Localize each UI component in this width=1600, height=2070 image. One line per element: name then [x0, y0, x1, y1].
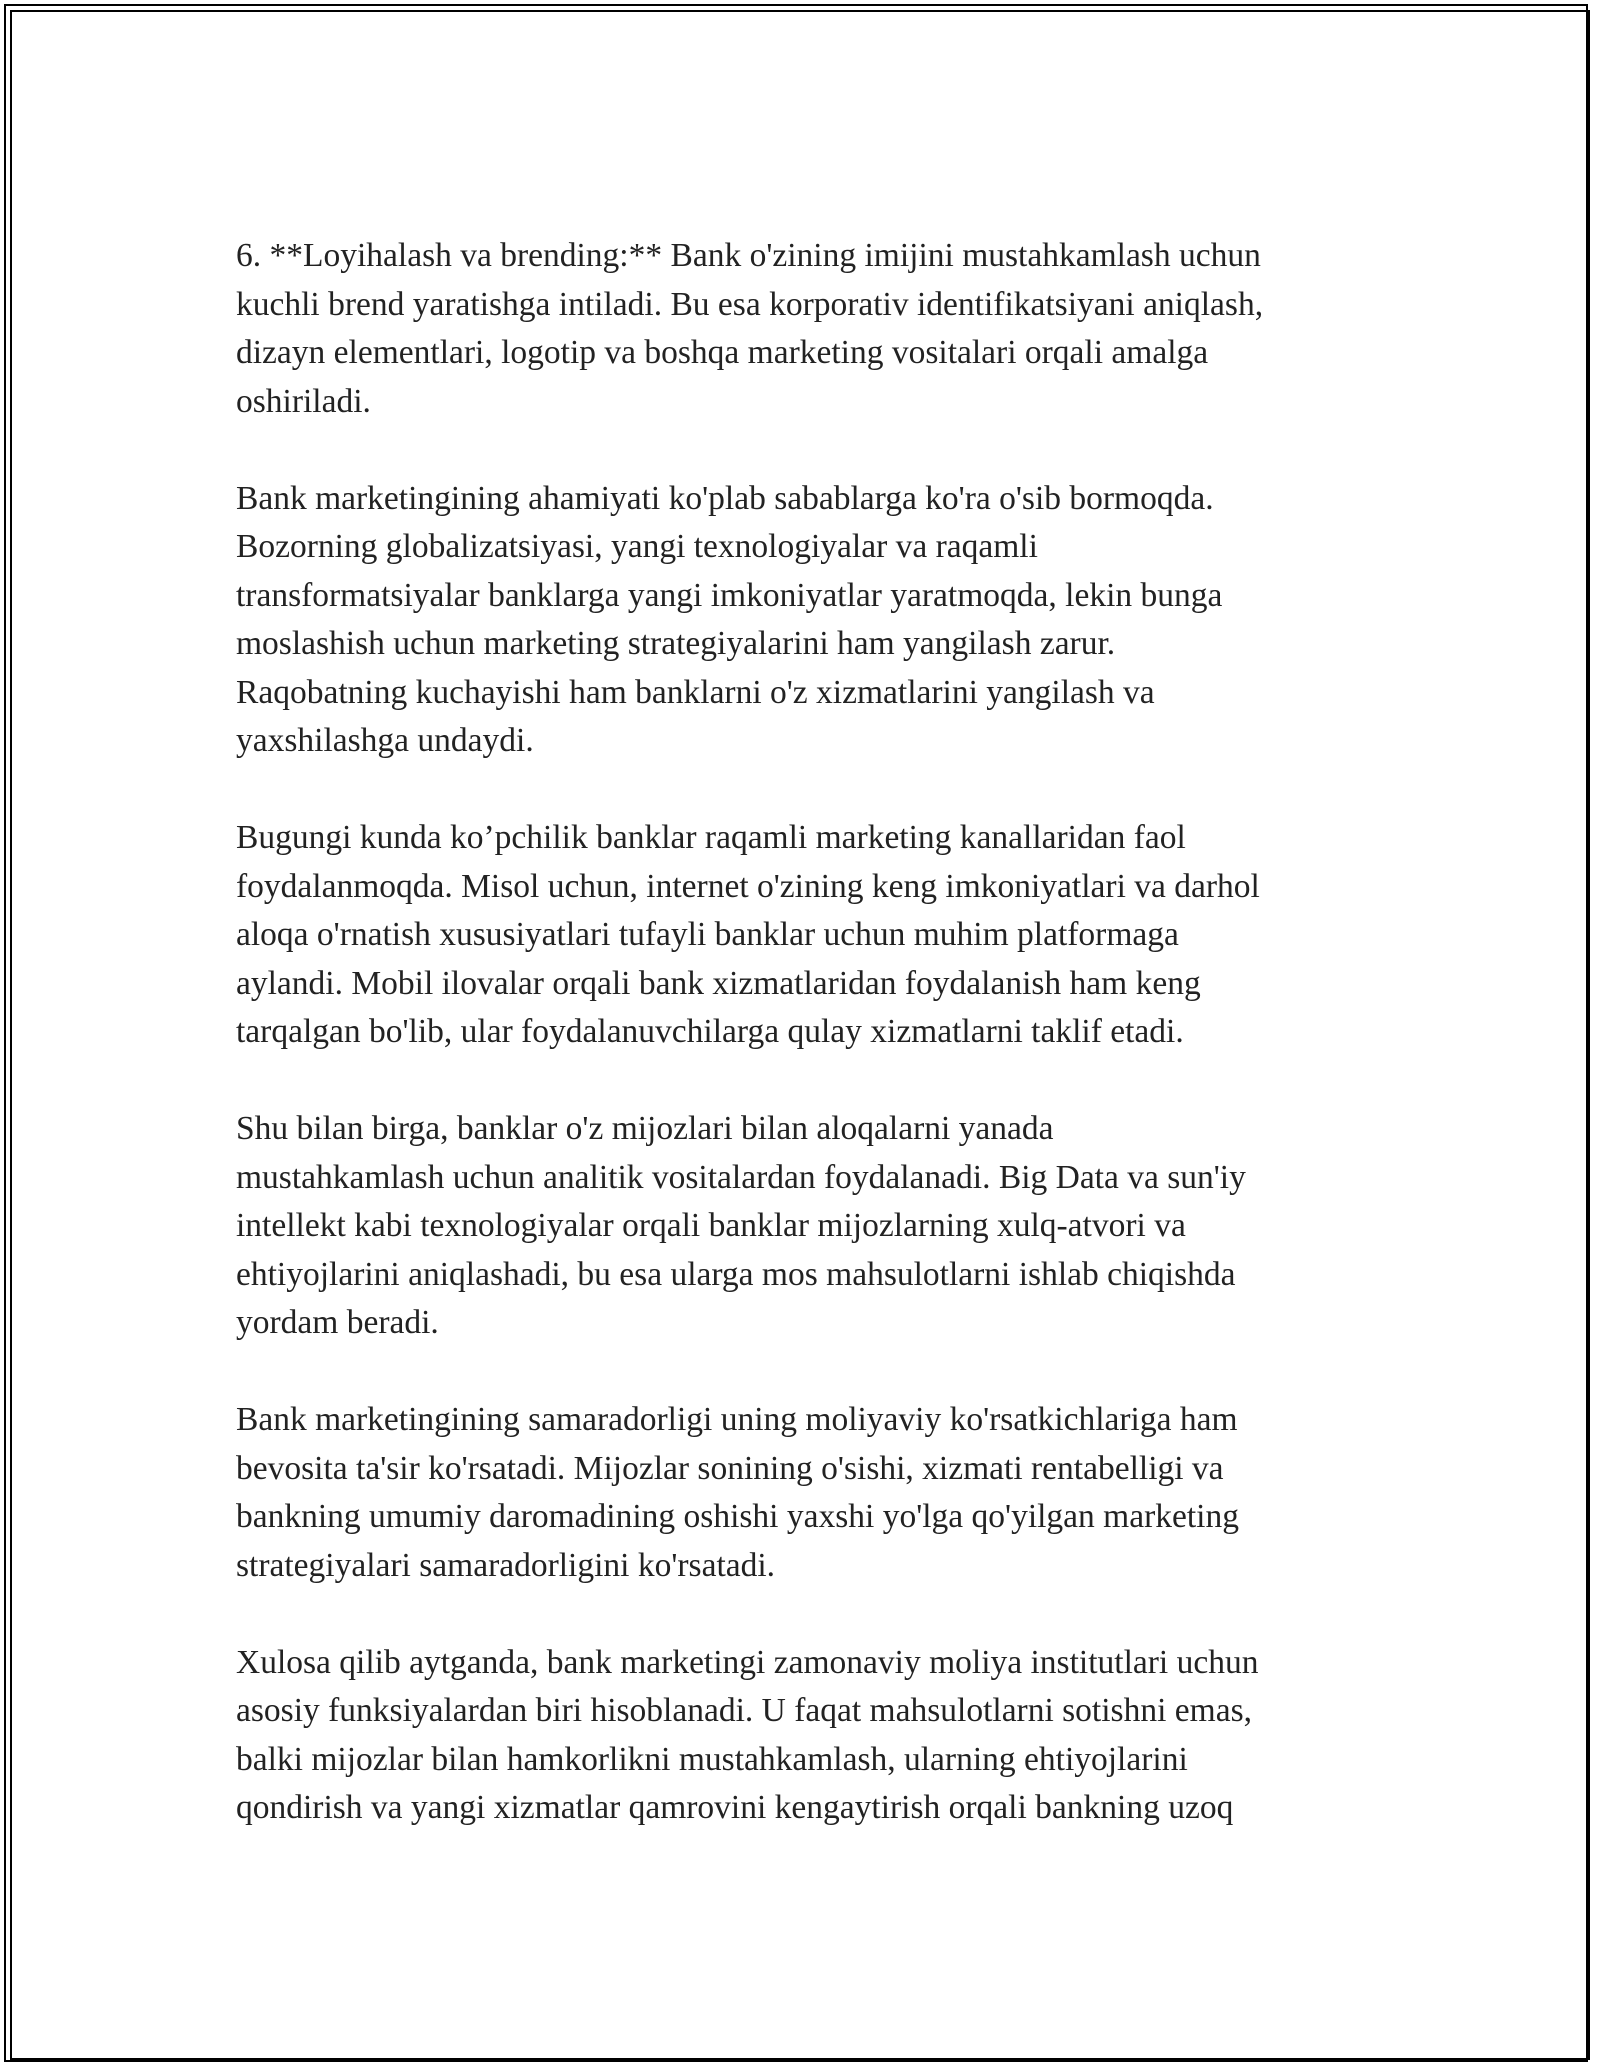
paragraph-digital-channels: Bugungi kunda ko’pchilik banklar raqamli marketing kanallaridan faol foydalanmoqda. Misol uchun, internet o'zining keng imkoniyatlari va darhol aloqa o'rnatish xususiyatlari tufayli banklar uchun muhim platformaga aylandi. Mobil ilovalar orqali bank xizmatlaridan foydalanish ham keng tarqalgan bo'lib, ular foydalanuvchilarga qulay xizmatlarni taklif etadi. [236, 819, 1260, 1050]
paragraph-conclusion: Xulosa qilib aytganda, bank marketingi zamonaviy moliya institutlari uchun asosiy funksiyalardan biri hisoblanadi. U faqat mahsulotlarni sotishni emas, balki mijozlar bilan hamkorlikni mustahkamlash, ularning ehtiyojlarini qondirish va yangi xizmatlar qamrovini kengaytirish orqali bankning uzoq [236, 1643, 1259, 1826]
paragraph-importance: Bank marketingining ahamiyati ko'plab sabablarga ko'ra o'sib bormoqda. Bozorning globalizatsiyasi, yangi texnologiyalar va raqamli transformatsiyalar banklarga yangi imkoniyatlar yaratmoqda, lekin bunga moslashish uchun marketing strategiyalarini ham yangilash zarur. Raqobatning kuchayishi ham banklarni o'z xizmatlarini yangilash va yaxshilashga undaydi. [236, 479, 1223, 759]
document-body [236, 232, 1376, 1881]
paragraph-branding: 6. **Loyihalash va brending:** Bank o'zining imijini mustahkamlash uchun kuchli brend yaratishga intiladi. Bu esa korporativ identifikatsiyani aniqlash, dizayn elementlari, logotip va boshqa marketing vositalari orqali amalga oshiriladi. [236, 237, 1264, 420]
paragraph-effectiveness: Bank marketingining samaradorligi uning moliyaviy ko'rsatkichlariga ham bevosita ta'sir ko'rsatadi. Mijozlar sonining o'sishi, xizmati rentabelligi va bankning umumiy daromadining oshishi yaxshi yo'lga qo'yilgan marketing strategiyalari samaradorligini ko'rsatadi. [236, 1401, 1239, 1584]
paragraph-analytics: Shu bilan birga, banklar o'z mijozlari bilan aloqalarni yanada mustahkamlash uchun analitik vositalardan foydalanadi. Big Data va sun'iy intellekt kabi texnologiyalar orqali banklar mijozlarning xulq-atvori va ehtiyojlarini aniqlashadi, bu esa ularga mos mahsulotlarni ishlab chiqishda yordam beradi. [236, 1110, 1246, 1341]
